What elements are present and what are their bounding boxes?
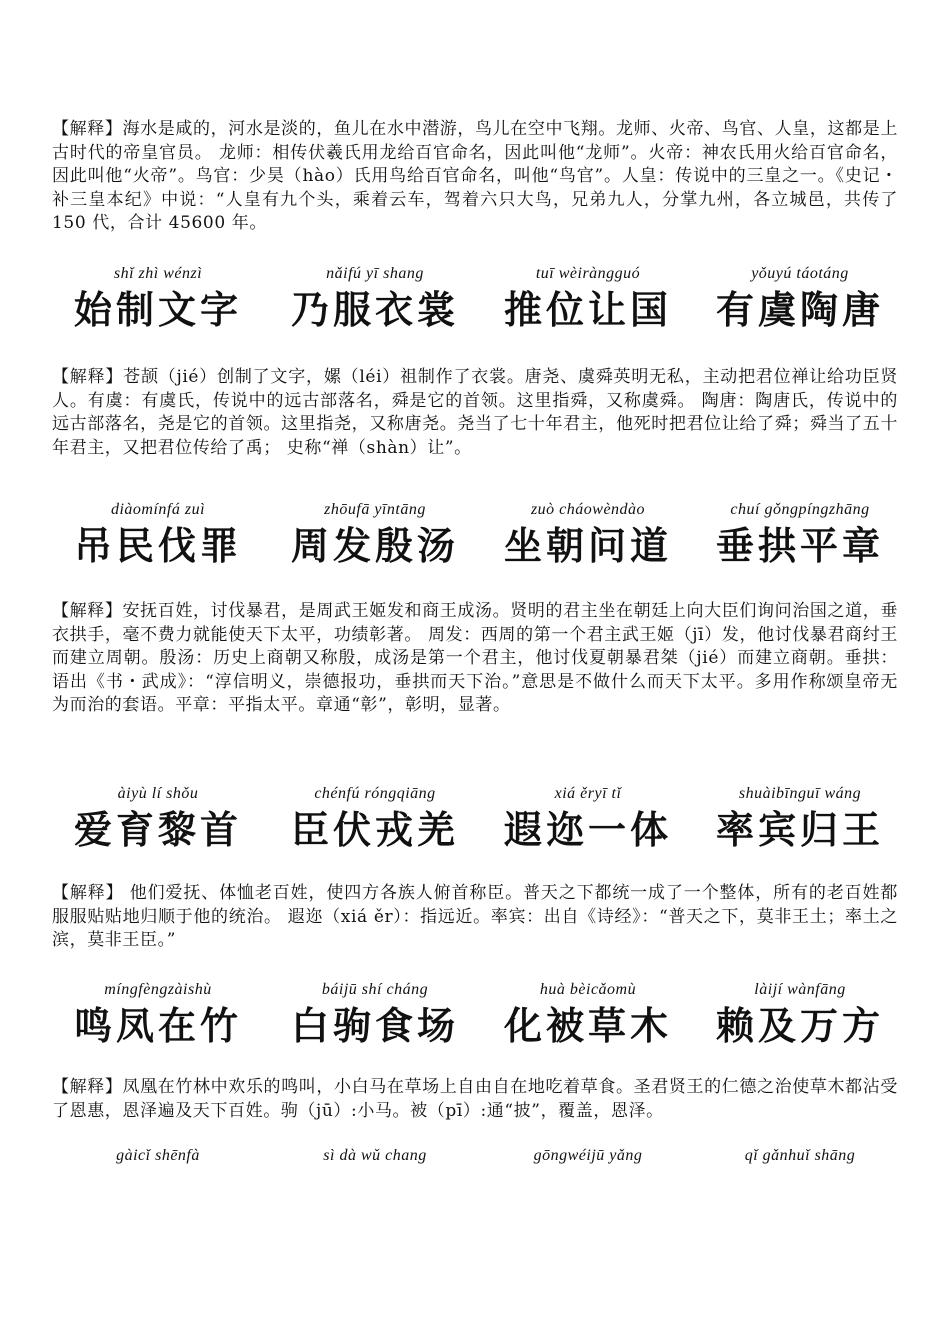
phrase-group <box>275 1130 475 1164</box>
pinyin-text: yǒuyú táotáng <box>751 265 849 282</box>
hanzi-text: 鸣凤在竹 <box>73 1003 242 1048</box>
pinyin-text: míngfèngzàishù <box>104 981 212 998</box>
hanzi-text: 垂拱平章 <box>715 523 884 568</box>
hanzi-text: 率宾归王 <box>715 807 884 852</box>
pinyin-text: shuàibīnguī wáng <box>738 785 862 802</box>
phrase-group <box>700 484 900 570</box>
hanzi-text: 吊民伐罪 <box>73 523 242 568</box>
phrase-group <box>488 768 688 854</box>
phrase-group <box>58 768 258 854</box>
phrase-group <box>58 248 258 334</box>
phrase-group <box>700 1130 900 1164</box>
phrase-group <box>488 964 688 1050</box>
phrase-group <box>275 248 475 334</box>
pinyin-text: chuí gǒngpíngzhāng <box>730 501 870 518</box>
phrase-group <box>488 1130 688 1164</box>
phrase-group <box>58 964 258 1050</box>
pinyin-text: zuò cháowèndào <box>530 501 646 518</box>
pinyin-text: xiá ěryī tǐ <box>554 785 622 802</box>
hanzi-text: 有虞陶唐 <box>715 287 884 332</box>
phrase-group <box>275 768 475 854</box>
explanation-paragraph-3: 【解释】安抚百姓，讨伐暴君，是周武王姬发和商王成汤。贤明的君主坐在朝廷上向大臣们询问治国之道，垂衣拱手，毫不费力就能使天下太平，功绩彰著。 周发：西周的第一个君主武王姬（jī）发，他讨伐暴君商纣王而建立周朝。殷汤：历史上商朝又称殷，成汤是第一个君主，他讨伐夏朝暴君桀（jié）而建立商朝。垂拱：语出《书・武成》：“淳信明义，崇德报功，垂拱而天下治。”意思是不做什么而天下太平。多用作称颂皇帝无为而治的套语。平章：平指太平。章通“彰”，彰明，显著。 <box>52 601 898 715</box>
pinyin-text: gàicǐ shēnfà <box>116 1147 200 1164</box>
phrase-group <box>700 248 900 334</box>
phrase-group <box>58 484 258 570</box>
explanation-paragraph-1: 【解释】海水是咸的，河水是淡的，鱼儿在水中潜游，鸟儿在空中飞翔。龙师、火帝、鸟官、人皇，这都是上古时代的帝皇官员。 龙师：相传伏羲氏用龙给百官命名，因此叫他“龙师”。火帝：神农氏用火给百官命名，因此叫他“火帝”。鸟官：少昊（hào）氏用鸟给百官命名，叫他“鸟官”。人皇：传说中的三皇之一。《史记・补三皇本纪》中说：“人皇有九个头，乘着云车，驾着六只大鸟，兄弟九人，分掌九州，各立城邑，共传了 150 代，合计 45600 年。 <box>52 119 898 233</box>
phrase-group <box>275 484 475 570</box>
explanation-paragraph-5: 【解释】凤凰在竹林中欢乐的鸣叫，小白马在草场上自由自在地吃着草食。圣君贤王的仁德之治使草木都沾受了恩惠，恩泽遍及天下百姓。驹（jū）:小马。被（pī）:通“披”，覆盖，恩泽。 <box>52 1077 898 1121</box>
explanation-paragraph-4: 【解释】 他们爱抚、体恤老百姓，使四方各族人俯首称臣。普天之下都统一成了一个整体，所有的老百姓都服服贴贴地归顺于他的统治。 遐迩（xiá ěr）：指远近。率宾：出自《诗经》：“普天之下，莫非王土；率土之滨，莫非王臣。” <box>52 883 898 950</box>
explanation-paragraph-2: 【解释】苍颉（jié）创制了文字，嫘（léi）祖制作了衣裳。唐尧、虞舜英明无私，主动把君位禅让给功臣贤人。有虞：有虞氏，传说中的远古部落名，舜是它的首领。这里指舜，又称虞舜。 陶唐：陶唐氏，传说中的远古部落名，尧是它的首领。这里指尧，又称唐尧。尧当了七十年君主，他死时把君位让给了舜；舜当了五十年君主，又把君位传给了禹； 史称“禅（shàn）让”。 <box>52 367 898 458</box>
phrase-row-1 <box>52 248 898 338</box>
pinyin-text: làijí wànfāng <box>754 981 846 998</box>
hanzi-text: 坐朝问道 <box>503 523 672 568</box>
pinyin-text: zhōufā yīntāng <box>324 501 426 518</box>
hanzi-text: 乃服衣裳 <box>290 287 459 332</box>
phrase-group <box>488 484 688 570</box>
pinyin-text: gōngwéijū yǎng <box>533 1147 643 1164</box>
pinyin-text: àiyù lí shǒu <box>117 785 199 802</box>
hanzi-text: 爱育黎首 <box>73 807 242 852</box>
phrase-group <box>488 248 688 334</box>
phrase-group <box>275 964 475 1050</box>
phrase-row-4 <box>52 964 898 1054</box>
pinyin-text: nǎifú yī shang <box>326 265 424 282</box>
pinyin-text: qǐ gǎnhuǐ shāng <box>744 1147 856 1164</box>
phrase-group <box>58 1130 258 1164</box>
phrase-row-2 <box>52 484 898 574</box>
pinyin-text: báijū shí cháng <box>321 981 429 998</box>
pinyin-text: huà bèicǎomù <box>539 981 637 998</box>
phrase-row-3 <box>52 768 898 858</box>
hanzi-text: 周发殷汤 <box>290 523 459 568</box>
hanzi-text: 赖及万方 <box>715 1003 884 1048</box>
hanzi-text: 始制文字 <box>73 287 242 332</box>
phrase-group <box>700 768 900 854</box>
pinyin-text: tuī wèiràngguó <box>535 265 641 282</box>
hanzi-text: 白驹食场 <box>290 1003 459 1048</box>
pinyin-text: sì dà wǔ chang <box>323 1147 427 1164</box>
pinyin-text: chénfú róngqiāng <box>314 785 436 802</box>
phrase-row-5 <box>52 1130 898 1220</box>
pinyin-text: diàomínfá zuì <box>110 501 206 518</box>
hanzi-text: 臣伏戎羌 <box>290 807 459 852</box>
hanzi-text: 推位让国 <box>503 287 672 332</box>
phrase-group <box>700 964 900 1050</box>
pinyin-text: shǐ zhì wénzì <box>113 265 203 282</box>
hanzi-text: 遐迩一体 <box>503 807 672 852</box>
hanzi-text: 化被草木 <box>503 1003 672 1048</box>
